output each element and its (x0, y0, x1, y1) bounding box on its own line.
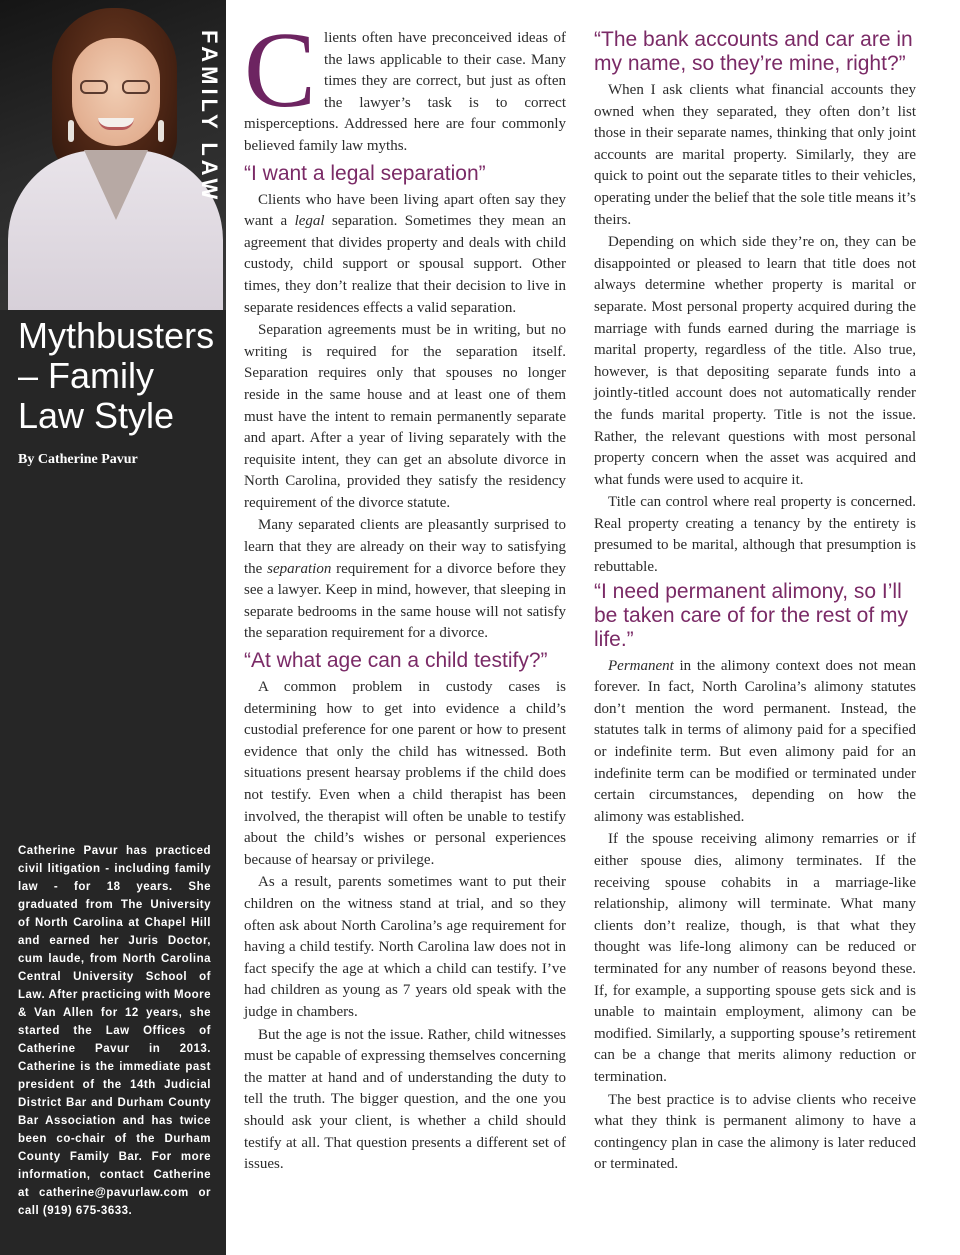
photo-glasses-left (80, 80, 108, 94)
heading-legal-separation: “I want a legal separation” (244, 161, 486, 185)
article-title: Mythbusters – Family Law Style (18, 315, 215, 436)
intro-block (244, 11, 566, 158)
paragraph: If the spouse receiving alimony remarries or if either spouse dies, alimony terminates. If the receiving spouse cohabits in a marriage-like relationship, alimony will terminate. What many clients don’t realize, though, is that what they thought was life-long alimony can be reduced or terminated for any number of reasons beyond these. If, for example, a supporting spouse gets sick and is unable to maintain employment, alimony can be modified. Similarly, a supporting spouse’s retirement can be a change that merits alimony reduction or termination. (594, 831, 916, 1085)
sidebar (0, 0, 226, 1255)
paragraph (244, 515, 566, 645)
section-label-text: FAMILY LAW (197, 30, 222, 204)
paragraph: But the age is not the issue. Rather, child witnesses must be capable of expressing themselves concerning the matter at hand and of understanding the duty to tell the truth. The bigger question, and the one you should ask your client, is whether a child should testify at all. That question presents a different set of issues. (244, 1026, 566, 1173)
heading-bank-accounts: “The bank accounts and car are in my name, so they’re mine, right?” (594, 28, 913, 75)
article-column-1 (244, 11, 566, 1177)
emphasis: Permanent (608, 657, 674, 674)
paragraph: A common problem in custody cases is determining how to get into evidence a child’s custodial preference for one parent or how to present evidence that only the child has witnessed. Both situations present hearsay problems if the child does not testify. Even when a child therapist has been involved, the therapist will often be unable to testify about the child’s wishes or personal experiences because of hearsay or privilege. (244, 679, 566, 868)
author-bio: Catherine Pavur has practiced civil litigation - including family law - for 18 years. She graduated from The University of North Carolina at Chapel Hill and earned her Juris Doctor, cum laude, from North Carolina Central University School of Law. After practicing with Moore & Van Allen for 12 years, she started the Law Offices of Catherine Pavur in 2013. Catherine is the immediate past president of the 14th Judicial District Bar and Durham County Bar Association and has twice been co-chair of the Durham County Family Bar. For more information, contact Catherine at catherine@pavurlaw.com or call (919) 675-3633. (18, 845, 211, 1217)
article-column-2 (594, 28, 916, 1177)
intro-paragraph: lients often have preconceived ideas of the laws applicable to their case. Many times they are correct, but just as often the lawyer’s task is to correct misperceptions. Addressed here are four commonly believed family law myths. (244, 30, 566, 154)
paragraph: Separation agreements must be in writing, but no writing is required for the separation itself. Separation requires only that spouses no longer reside in the same house and at least one of them must have the intent to remain permanently separate and apart. After a year of living separately with the requisite intent, they can get an absolute divorce in North Carolina, provided they satisfy the residency requirement of the divorce statute. (244, 322, 566, 511)
paragraph: When I ask clients what financial accounts they owned when they separated, they often don’t list those in their separate names, thinking that only joint accounts are marital property. Similarly, they are quick to point out the separate titles to their vehicles, operating under the belief that the sole title means it’s theirs. (594, 82, 916, 228)
text-run: Many separated clients are pleasantly surprised to learn that they are already on their way to satisfying the (244, 517, 566, 577)
paragraph: The best practice is to advise clients who receive what they think is permanent alimony to have a contingency plan in case the alimony is later reduced or terminated. (594, 1091, 916, 1173)
photo-glasses-right (122, 80, 150, 94)
paragraph (594, 656, 916, 829)
text-run: Clients who have been living apart often say they want a (244, 191, 566, 230)
drop-cap: C (244, 11, 317, 130)
photo-earring-right (158, 120, 164, 142)
text-run: requirement for a divorce before they see a lawyer. Keep in mind, however, that sleeping in separate bedrooms in the same house will not satisfy the separation requirement for a divorce. (244, 560, 566, 642)
text-run: separation. Sometimes they mean an agreement that divides property and deals with child custody, child support or spousal support. Other times, they don’t realize that their decision to live in separate residences effects a valid separation. (244, 213, 566, 316)
section-label (188, 30, 224, 210)
heading-child-testify: “At what age can a child testify?” (244, 649, 548, 673)
emphasis: legal (294, 213, 325, 230)
byline: By Catherine Pavur (18, 452, 138, 467)
paragraph (244, 190, 566, 320)
paragraph: Title can control where real property is concerned. Real property creating a tenancy by the entirety is presumed to be marital, although that presumption is rebuttable. (594, 494, 916, 576)
heading-permanent-alimony: “I need permanent alimony, so I’ll be taken care of for the rest of my life.” (594, 579, 908, 651)
paragraph: As a result, parents sometimes want to put their children on the witness stand at trial, and so they often ask about North Carolina’s age requirement for having a child testify. North Carolina law does not in fact specify the age at which a child can testify. I’ve had children as young as 7 years old speak with the judge in chambers. (244, 874, 566, 1020)
photo-earring-left (68, 120, 74, 142)
text-run: in the alimony context does not mean forever. In fact, North Carolina’s alimony statutes don’t mention the word permanent. Instead, the statutes talk in terms of alimony paid for a specified or indefinite term. But even alimony paid for an indefinite term can be modified or terminated under certain circumstances, depending on how the alimony was established. (594, 657, 916, 825)
paragraph: Depending on which side they’re on, they can be disappointed or pleased to learn that title does not always determine whether property is marital or separate. Most personal property acquired during the marriage with funds earned during the marriage is marital property, regardless of the title. Also true, however, is that depositing separate funds into a jointly-titled account does not automatically render the funds marital property. Title is not the issue. Rather, the relevant questions with most personal property concern when the asset was acquired and what funds were used to acquire it. (594, 234, 916, 488)
emphasis: separation (267, 560, 332, 577)
